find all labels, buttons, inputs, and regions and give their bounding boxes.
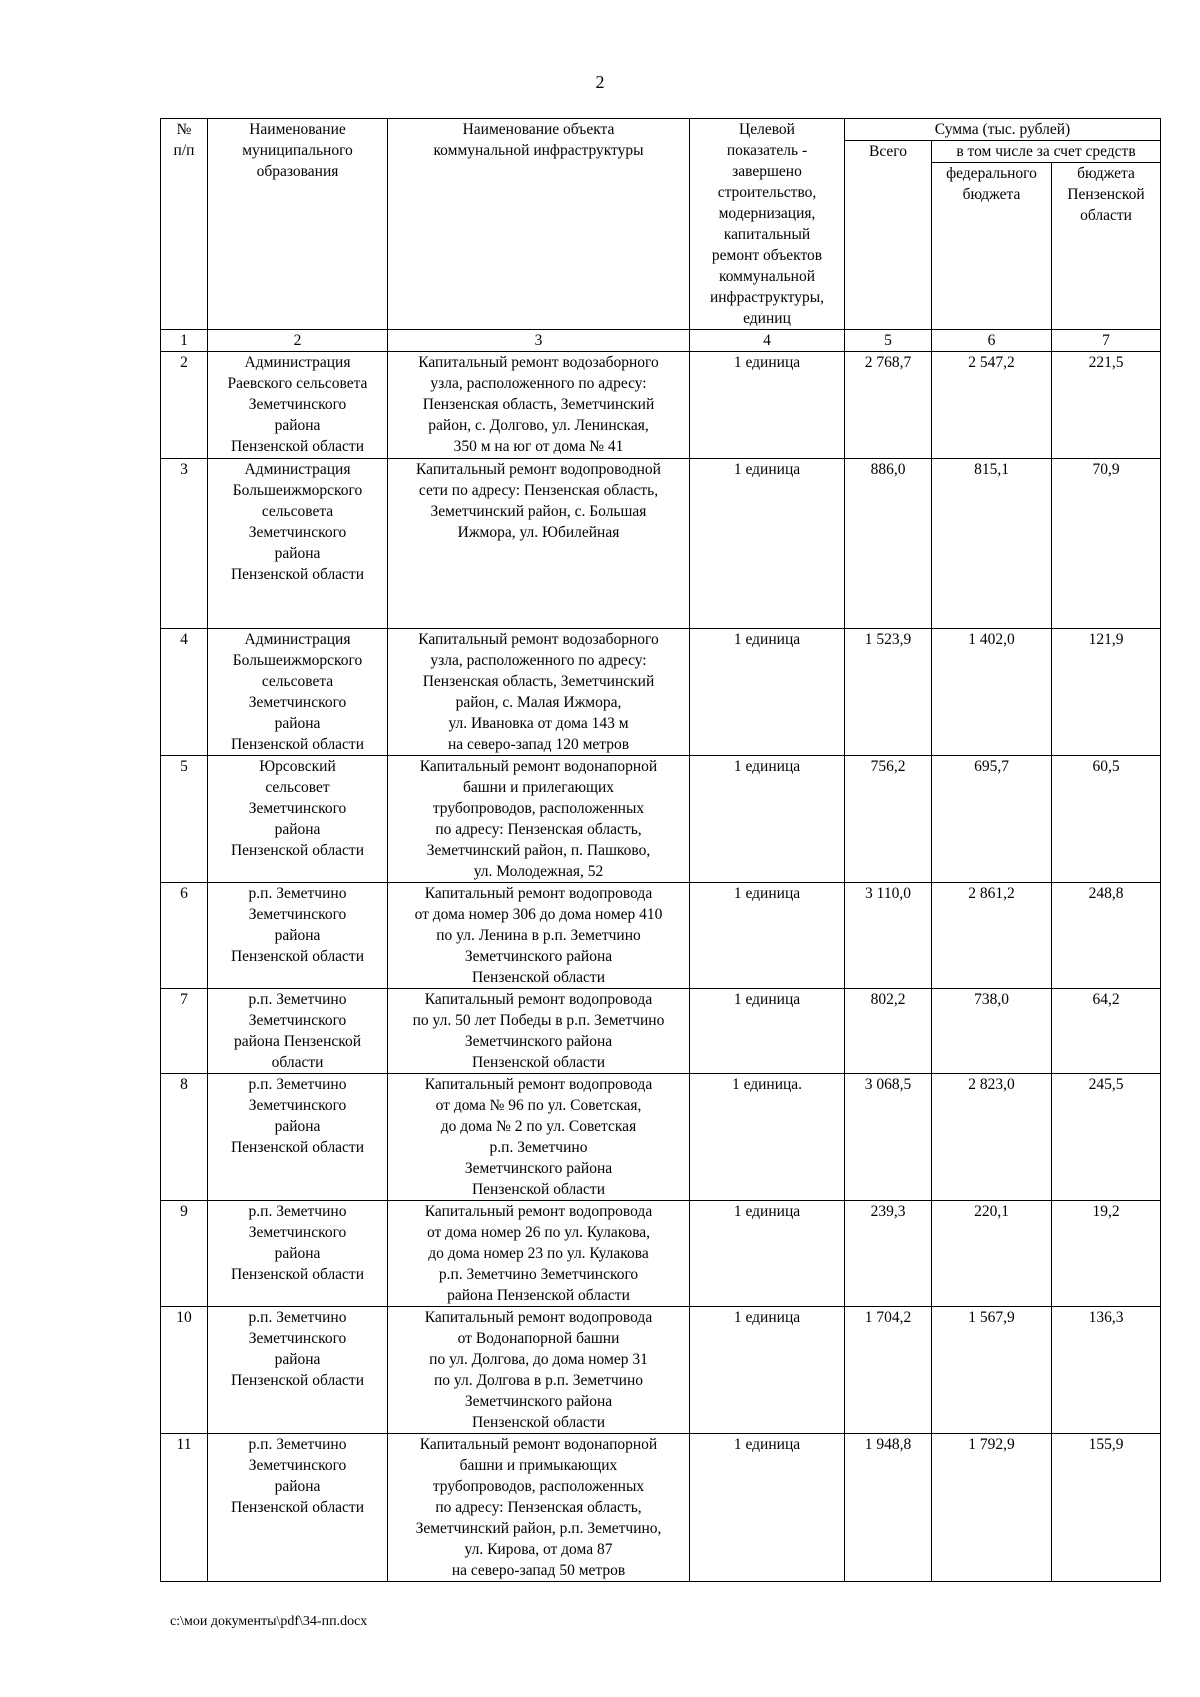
row-target: 1 единица	[690, 756, 845, 883]
table-row	[161, 756, 1161, 883]
column-number: 4	[690, 330, 845, 352]
row-num: 11	[161, 1434, 208, 1582]
table-row	[161, 1201, 1161, 1307]
row-regional: 245,5	[1052, 1074, 1161, 1201]
column-number: 6	[932, 330, 1052, 352]
table-row	[161, 989, 1161, 1074]
page-number: 2	[595, 72, 605, 92]
row-total: 3 110,0	[845, 883, 932, 989]
row-total: 2 768,7	[845, 352, 932, 459]
row-num: 2	[161, 352, 208, 459]
column-number: 2	[208, 330, 388, 352]
row-municipality: р.п. Земетчино Земетчинского района Пензенской области	[208, 1074, 388, 1201]
row-object: Капитальный ремонт водопровода по ул. 50 лет Победы в р.п. Земетчино Земетчинского района Пензенской области	[388, 989, 690, 1074]
row-municipality: Администрация Большеижморского сельсовета Земетчинского района Пензенской области	[208, 459, 388, 629]
row-object: Капитальный ремонт водопровода от Водонапорной башни по ул. Долгова, до дома номер 31 по ул. Долгова в р.п. Земетчино Земетчинского района Пензенской области	[388, 1307, 690, 1434]
row-object: Капитальный ремонт водонапорной башни и примыкающих трубопроводов, расположенных по адресу: Пензенская область, Земетчинский район, р.п. Земетчино, ул. Кирова, от дома 87 на северо-запад 50 метров	[388, 1434, 690, 1582]
table-row	[161, 1434, 1161, 1582]
column-number: 3	[388, 330, 690, 352]
column-number: 5	[845, 330, 932, 352]
row-municipality: р.п. Земетчино Земетчинского района Пензенской области	[208, 1201, 388, 1307]
row-regional: 248,8	[1052, 883, 1161, 989]
row-total: 1 523,9	[845, 629, 932, 756]
row-federal: 695,7	[932, 756, 1052, 883]
row-target: 1 единица	[690, 883, 845, 989]
row-federal: 220,1	[932, 1201, 1052, 1307]
row-regional: 64,2	[1052, 989, 1161, 1074]
row-num: 8	[161, 1074, 208, 1201]
row-object: Капитальный ремонт водонапорной башни и прилегающих трубопроводов, расположенных по адресу: Пензенская область, Земетчинский район, п. Пашково, ул. Молодежная, 52	[388, 756, 690, 883]
row-object: Капитальный ремонт водопровода от дома номер 26 по ул. Кулакова, до дома номер 23 по ул. Кулакова р.п. Земетчино Земетчинского района Пензенской области	[388, 1201, 690, 1307]
row-federal: 1 402,0	[932, 629, 1052, 756]
row-object: Капитальный ремонт водопровода от дома № 96 по ул. Советская, до дома № 2 по ул. Советская р.п. Земетчино Земетчинского района Пензенской области	[388, 1074, 690, 1201]
row-target: 1 единица.	[690, 1074, 845, 1201]
row-total: 3 068,5	[845, 1074, 932, 1201]
row-regional: 121,9	[1052, 629, 1161, 756]
table-row	[161, 629, 1161, 756]
row-federal: 1 792,9	[932, 1434, 1052, 1582]
row-regional: 221,5	[1052, 352, 1161, 459]
funding-table	[160, 118, 1161, 1582]
column-number: 7	[1052, 330, 1161, 352]
row-num: 4	[161, 629, 208, 756]
row-target: 1 единица	[690, 1434, 845, 1582]
row-federal: 2 823,0	[932, 1074, 1052, 1201]
row-total: 239,3	[845, 1201, 932, 1307]
header-sum: Сумма (тыс. рублей)	[845, 119, 1161, 141]
row-municipality: р.п. Земетчино Земетчинского района Пензенской области	[208, 989, 388, 1074]
row-regional: 19,2	[1052, 1201, 1161, 1307]
row-num: 7	[161, 989, 208, 1074]
row-total: 756,2	[845, 756, 932, 883]
row-total: 886,0	[845, 459, 932, 629]
row-target: 1 единица	[690, 989, 845, 1074]
row-federal: 2 547,2	[932, 352, 1052, 459]
header-num: № п/п	[161, 119, 208, 330]
row-municipality: р.п. Земетчино Земетчинского района Пензенской области	[208, 883, 388, 989]
row-regional: 70,9	[1052, 459, 1161, 629]
row-object: Капитальный ремонт водозаборного узла, расположенного по адресу: Пензенская область, Земетчинский район, с. Долгово, ул. Ленинская, 350 м на юг от дома № 41	[388, 352, 690, 459]
row-regional: 155,9	[1052, 1434, 1161, 1582]
row-num: 9	[161, 1201, 208, 1307]
row-target: 1 единица	[690, 352, 845, 459]
row-num: 6	[161, 883, 208, 989]
row-municipality: Администрация Большеижморского сельсовета Земетчинского района Пензенской области	[208, 629, 388, 756]
row-num: 10	[161, 1307, 208, 1434]
row-municipality: р.п. Земетчино Земетчинского района Пензенской области	[208, 1307, 388, 1434]
header-federal: федерального бюджета	[932, 163, 1052, 330]
header-total: Всего	[845, 141, 932, 330]
row-municipality: р.п. Земетчино Земетчинского района Пензенской области	[208, 1434, 388, 1582]
table-row	[161, 1074, 1161, 1201]
row-object: Капитальный ремонт водопровода от дома номер 306 до дома номер 410 по ул. Ленина в р.п. Земетчино Земетчинского района Пензенской области	[388, 883, 690, 989]
row-total: 802,2	[845, 989, 932, 1074]
row-total: 1 704,2	[845, 1307, 932, 1434]
row-target: 1 единица	[690, 1201, 845, 1307]
header-target: Целевой показатель - завершено строительство, модернизация, капитальный ремонт объектов коммунальной инфраструктуры, единиц	[690, 119, 845, 330]
table-row	[161, 459, 1161, 629]
header-regional: бюджета Пензенской области	[1052, 163, 1161, 330]
header-object: Наименование объекта коммунальной инфраструктуры	[388, 119, 690, 330]
row-target: 1 единица	[690, 629, 845, 756]
row-regional: 136,3	[1052, 1307, 1161, 1434]
row-municipality: Юрсовский сельсовет Земетчинского района Пензенской области	[208, 756, 388, 883]
header-municipality: Наименование муниципального образования	[208, 119, 388, 330]
row-federal: 738,0	[932, 989, 1052, 1074]
row-federal: 815,1	[932, 459, 1052, 629]
row-num: 5	[161, 756, 208, 883]
footer-file-path: c:\мои документы\pdf\34-пп.docx	[170, 1614, 368, 1629]
row-object: Капитальный ремонт водозаборного узла, расположенного по адресу: Пензенская область, Земетчинский район, с. Малая Ижмора, ул. Ивановка от дома 143 м на северо-запад 120 метров	[388, 629, 690, 756]
row-target: 1 единица	[690, 1307, 845, 1434]
table-row	[161, 352, 1161, 459]
header-including: в том числе за счет средств	[932, 141, 1161, 163]
row-federal: 2 861,2	[932, 883, 1052, 989]
row-object: Капитальный ремонт водопроводной сети по адресу: Пензенская область, Земетчинский район, с. Большая Ижмора, ул. Юбилейная	[388, 459, 690, 629]
row-target: 1 единица	[690, 459, 845, 629]
table-row	[161, 883, 1161, 989]
row-municipality: Администрация Раевского сельсовета Земетчинского района Пензенской области	[208, 352, 388, 459]
row-num: 3	[161, 459, 208, 629]
column-number-row	[161, 330, 1161, 352]
row-total: 1 948,8	[845, 1434, 932, 1582]
row-federal: 1 567,9	[932, 1307, 1052, 1434]
row-regional: 60,5	[1052, 756, 1161, 883]
table-row	[161, 1307, 1161, 1434]
column-number: 1	[161, 330, 208, 352]
